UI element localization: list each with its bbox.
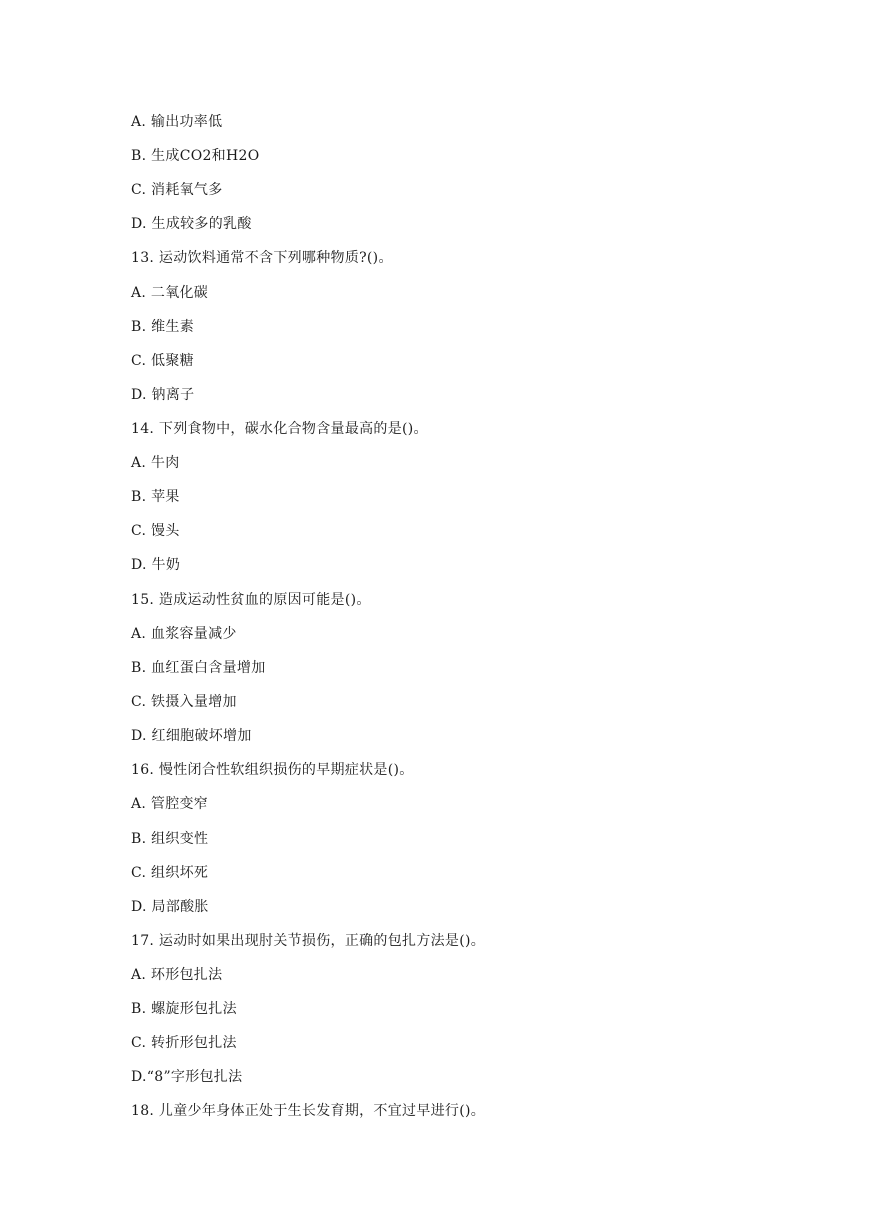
question-15: 15. 造成运动性贫血的原因可能是()。 bbox=[131, 592, 371, 608]
option-c-q16: C. 组织坏死 bbox=[131, 865, 209, 881]
option-a-q12: A. 输出功率低 bbox=[131, 114, 223, 130]
option-b-q16: B. 组织变性 bbox=[131, 831, 209, 847]
option-c-q13: C. 低聚糖 bbox=[131, 353, 194, 369]
question-18: 18. 儿童少年身体正处于生长发育期，不宜过早进行()。 bbox=[131, 1103, 486, 1119]
question-17: 17. 运动时如果出现肘关节损伤，正确的包扎方法是()。 bbox=[131, 933, 486, 949]
option-a-q16: A. 管腔变窄 bbox=[131, 796, 209, 812]
option-b-q13: B. 维生素 bbox=[131, 319, 194, 335]
question-14: 14. 下列食物中，碳水化合物含量最高的是()。 bbox=[131, 421, 428, 437]
option-a-q15: A. 血浆容量减少 bbox=[131, 626, 237, 642]
option-b-q15: B. 血红蛋白含量增加 bbox=[131, 660, 266, 676]
option-d-q12: D. 生成较多的乳酸 bbox=[131, 216, 252, 232]
option-a-q17: A. 环形包扎法 bbox=[131, 967, 223, 983]
option-d-q15: D. 红细胞破坏增加 bbox=[131, 728, 252, 744]
option-a-q13: A. 二氧化碳 bbox=[131, 285, 209, 301]
question-13: 13. 运动饮料通常不含下列哪种物质?()。 bbox=[131, 250, 393, 266]
option-d-q13: D. 钠离子 bbox=[131, 387, 195, 403]
question-16: 16. 慢性闭合性软组织损伤的早期症状是()。 bbox=[131, 762, 414, 778]
option-b-q17: B. 螺旋形包扎法 bbox=[131, 1001, 237, 1017]
option-c-q15: C. 铁摄入量增加 bbox=[131, 694, 237, 710]
option-a-q14: A. 牛肉 bbox=[131, 455, 180, 471]
option-b-q12: B. 生成CO2和H2O bbox=[131, 148, 260, 164]
option-d-q14: D. 牛奶 bbox=[131, 557, 181, 573]
option-c-q14: C. 馒头 bbox=[131, 523, 180, 539]
option-b-q14: B. 苹果 bbox=[131, 489, 180, 505]
option-d-q17: D.“8”字形包扎法 bbox=[131, 1069, 243, 1085]
option-c-q17: C. 转折形包扎法 bbox=[131, 1035, 237, 1051]
option-c-q12: C. 消耗氧气多 bbox=[131, 182, 223, 198]
option-d-q16: D. 局部酸胀 bbox=[131, 899, 209, 915]
